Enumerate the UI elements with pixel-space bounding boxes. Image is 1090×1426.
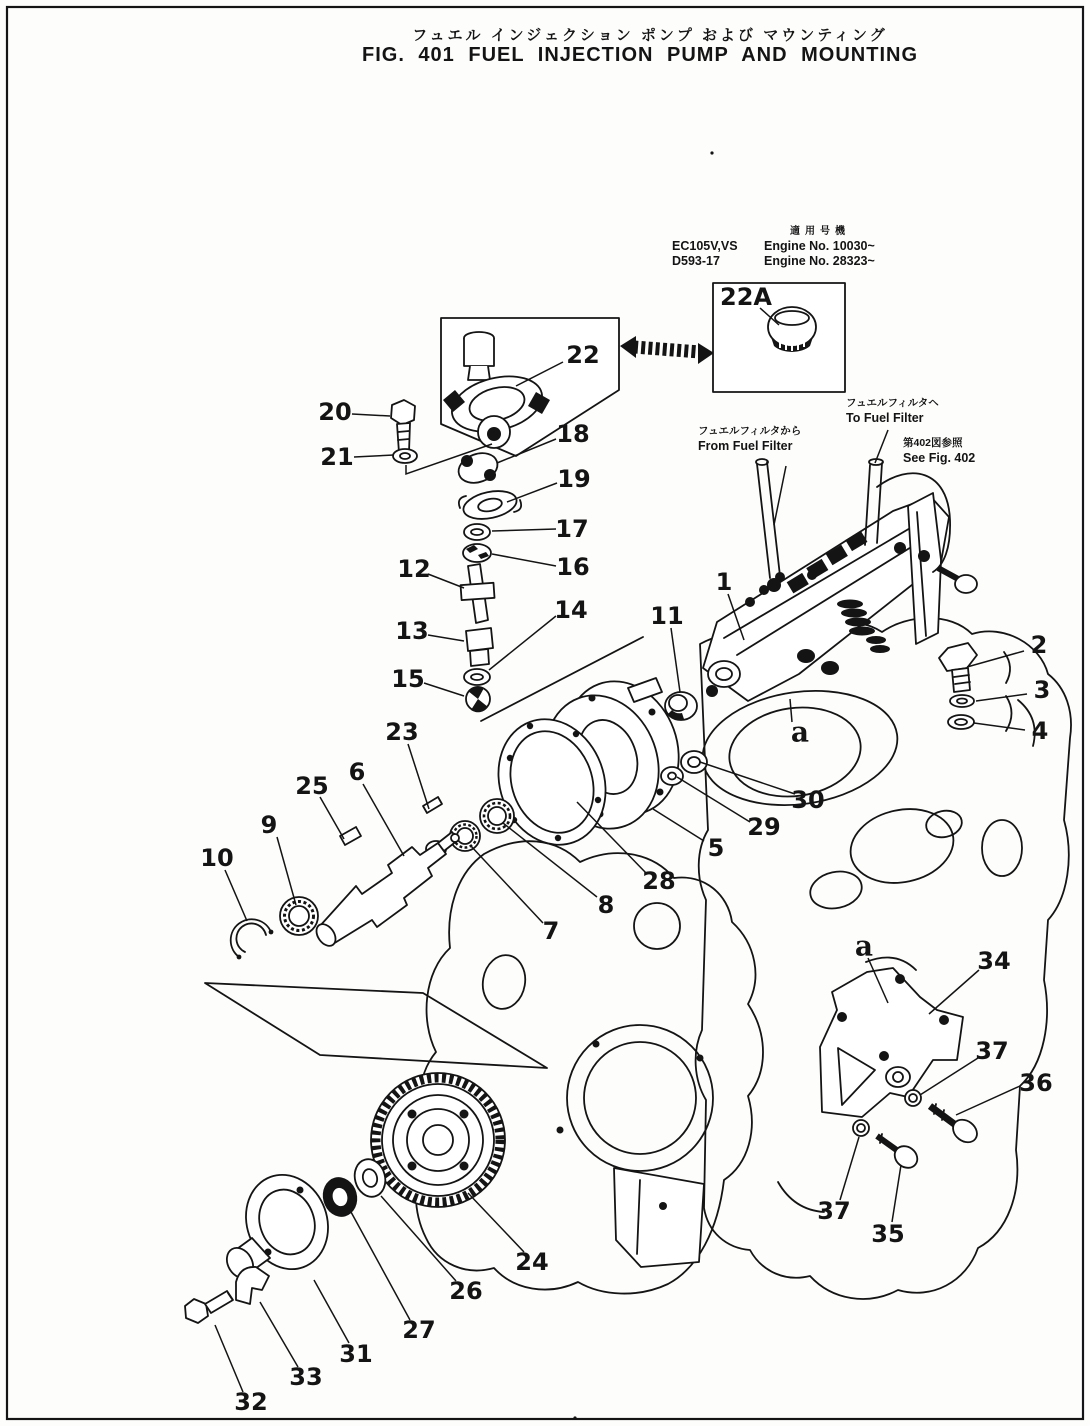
part-label-17: 17 <box>555 515 589 543</box>
leader-line-30 <box>700 762 795 794</box>
engine-block-drawing <box>695 618 1071 1299</box>
leader-line-24 <box>468 1193 524 1252</box>
part-label-1: 1 <box>715 568 733 596</box>
leader-line-7 <box>470 845 543 923</box>
pump-drive-parts <box>231 665 707 959</box>
part-label-37: 37 <box>975 1037 1009 1065</box>
leader-line-36 <box>956 1086 1020 1115</box>
leader-line-9 <box>277 837 296 905</box>
part-label-16: 16 <box>556 553 590 581</box>
leader-line-12 <box>428 574 464 588</box>
part-label-25: 25 <box>295 772 329 800</box>
mounting-bracket-parts <box>820 968 981 1172</box>
annotation-to-fuel-filter: フュエルフィルタヘ To Fuel Filter <box>846 397 939 425</box>
leader-line-19 <box>507 483 557 502</box>
detail-arrow <box>620 336 714 364</box>
part-label-30: 30 <box>791 786 825 814</box>
leader-line-31 <box>314 1280 349 1343</box>
part-label-a: a <box>790 715 810 749</box>
part-label-a: a <box>854 929 874 963</box>
part-label-14: 14 <box>554 596 588 624</box>
part-label-36: 36 <box>1019 1069 1053 1097</box>
part-label-26: 26 <box>449 1277 483 1305</box>
page-border <box>7 7 1083 1419</box>
page-title-japanese: フュエル インジェクション ポンプ および マウンティング <box>412 27 888 44</box>
leader-line-5 <box>653 809 704 841</box>
part-label-13: 13 <box>395 617 429 645</box>
part-label-27: 27 <box>402 1316 436 1344</box>
applicability-row: D593-17 Engine No. 28323~ <box>672 254 875 268</box>
part-label-6: 6 <box>348 758 366 786</box>
leader-line-26 <box>381 1196 456 1281</box>
applicability-row: EC105V,VS Engine No. 10030~ <box>672 239 875 253</box>
part-label-3: 3 <box>1033 676 1051 704</box>
priming-pump-inset <box>441 318 619 456</box>
part-label-11: 11 <box>650 602 684 630</box>
leader-line-14 <box>489 616 556 670</box>
part-label-8: 8 <box>597 891 615 919</box>
part-label-21: 21 <box>320 443 354 471</box>
part-label-10: 10 <box>200 844 234 872</box>
part-label-31: 31 <box>339 1340 373 1368</box>
leader-line-21 <box>354 455 394 457</box>
part-label-4: 4 <box>1031 717 1049 745</box>
part-label-15: 15 <box>391 665 425 693</box>
injection-pump-drawing <box>703 430 977 701</box>
part-label-18: 18 <box>556 420 590 448</box>
leader-line-16 <box>492 554 556 566</box>
part-label-23: 23 <box>385 718 419 746</box>
leader-line-25 <box>320 797 344 839</box>
leader-line-13 <box>428 635 464 641</box>
part-label-29: 29 <box>747 813 781 841</box>
part-label-35: 35 <box>871 1220 905 1248</box>
leader-line-33 <box>260 1302 298 1367</box>
part-label-7: 7 <box>542 917 560 945</box>
applicability-heading: 適用号機 <box>790 226 850 237</box>
fuel-line-fittings <box>454 448 521 712</box>
print-speck <box>710 151 713 154</box>
part-label-12: 12 <box>397 555 431 583</box>
leader-line-6 <box>363 784 404 856</box>
annotation-see-fig-402: 第402図参照 See Fig. 402 <box>903 437 976 465</box>
part-label-37: 37 <box>817 1197 851 1225</box>
leader-line-3 <box>976 694 1027 701</box>
leader-line-20 <box>352 414 390 416</box>
annotation-from-fuel-filter: フュエルフィルタから From Fuel Filter <box>698 425 802 453</box>
leader-line-34 <box>929 970 979 1014</box>
leader-line-37 <box>840 1137 859 1200</box>
page-title: FIG. 401 FUEL INJECTION PUMP AND MOUNTING <box>361 44 919 66</box>
leader-line-17 <box>492 529 556 531</box>
leader-line-23 <box>408 744 429 809</box>
leader-line-15 <box>424 683 464 696</box>
leader-line-11 <box>671 628 680 692</box>
part-label-32: 32 <box>234 1388 268 1416</box>
pump-mount-bolt-set <box>939 643 977 729</box>
part-label-5: 5 <box>707 834 725 862</box>
leader-line-29 <box>677 777 750 822</box>
part-label-22A: 22A <box>720 283 772 311</box>
print-speck <box>573 1416 576 1419</box>
leader-line-4 <box>974 723 1025 730</box>
part-label-28: 28 <box>642 867 676 895</box>
leader-line-35 <box>892 1165 901 1222</box>
part-label-24: 24 <box>515 1248 549 1276</box>
leader-line-32 <box>215 1325 243 1392</box>
part-label-9: 9 <box>260 811 278 839</box>
part-label-34: 34 <box>977 947 1011 975</box>
part-label-33: 33 <box>289 1363 323 1391</box>
leader-line-27 <box>351 1212 410 1320</box>
part-label-2: 2 <box>1030 631 1048 659</box>
leader-line-10 <box>225 870 247 921</box>
applicability-note <box>672 224 932 269</box>
part-label-19: 19 <box>557 465 591 493</box>
part-label-20: 20 <box>318 398 352 426</box>
part-label-22: 22 <box>566 341 600 369</box>
